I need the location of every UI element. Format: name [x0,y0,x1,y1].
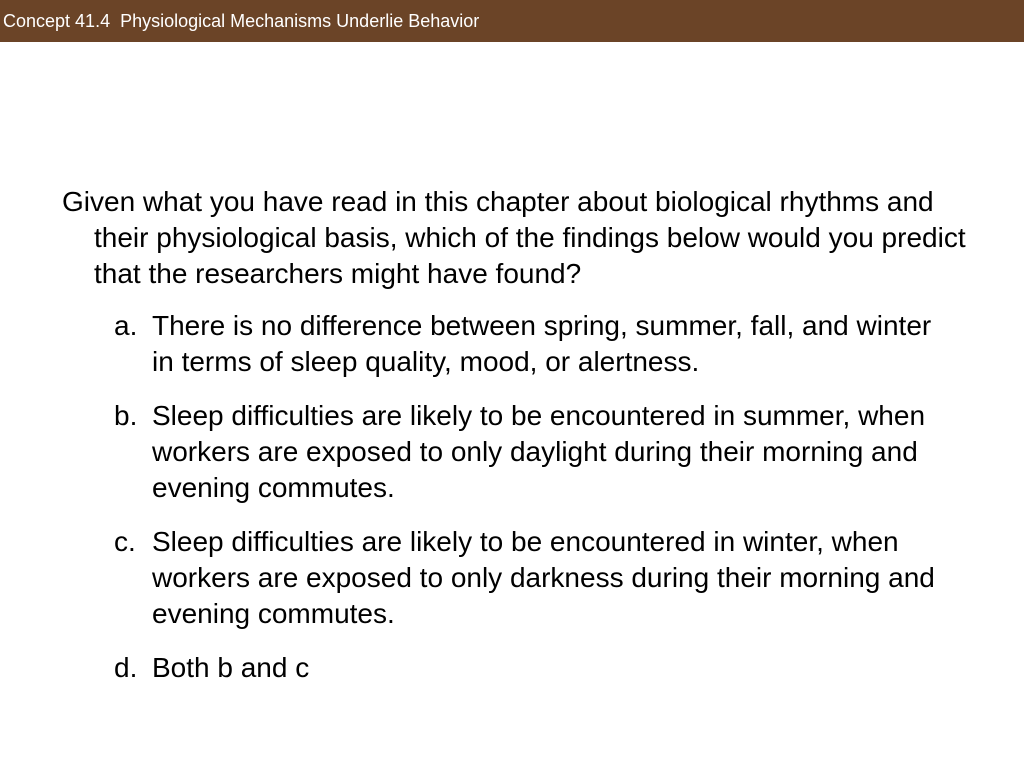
slide-title: Concept 41.4 Physiological Mechanisms Underlie Behavior [3,11,480,31]
answer-option-b [114,398,962,506]
option-letter: c. [114,526,136,557]
option-letter: d. [114,652,138,683]
answer-options-list [62,308,962,686]
option-text: There is no difference between spring, summer, fall, and winter in terms of sleep quality, mood, or alertness. [152,310,932,377]
option-letter: b. [114,400,138,431]
slide-body [62,184,966,704]
answer-option-c [114,524,962,632]
slide-header-bar [0,0,1024,42]
option-text: Sleep difficulties are likely to be encountered in winter, when workers are exposed to only darkness during their morning and evening commutes. [152,526,935,629]
option-text: Sleep difficulties are likely to be encountered in summer, when workers are exposed to only daylight during their morning and evening commutes. [152,400,926,503]
answer-option-a [114,308,962,380]
option-letter: a. [114,310,138,341]
option-text: Both b and c [152,652,310,683]
answer-option-d [114,650,962,686]
question-text: Given what you have read in this chapter about biological rhythms and their physiological basis, which of the findings below would you predict that the researchers might have found? [62,186,966,289]
